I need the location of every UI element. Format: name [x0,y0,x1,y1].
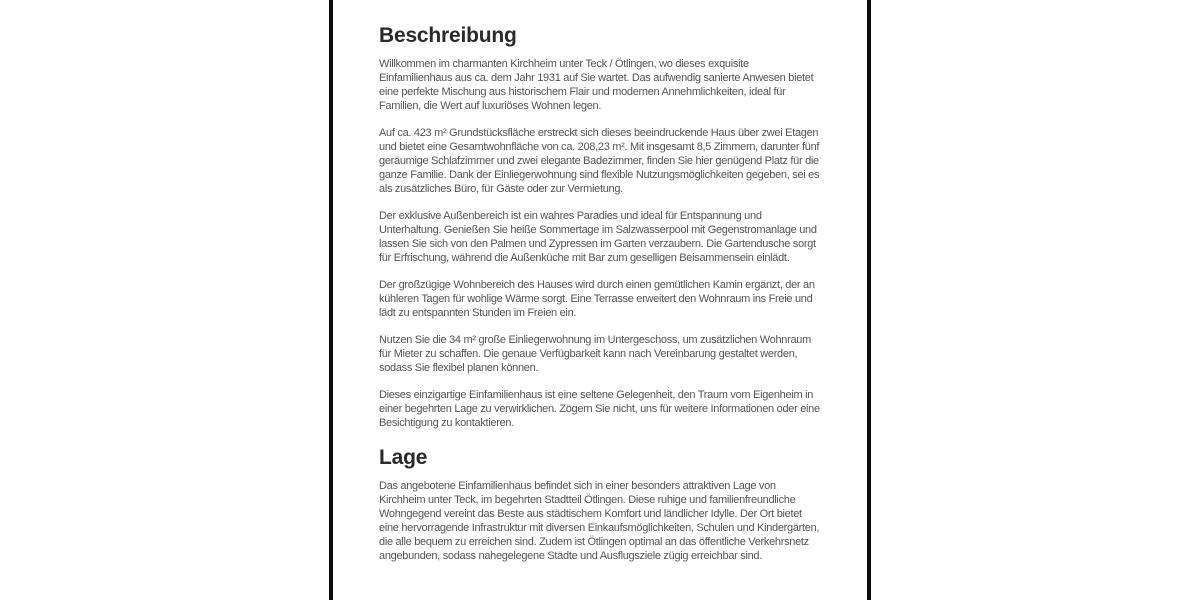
section-beschreibung [379,24,822,430]
section-heading-beschreibung: Beschreibung [379,24,517,47]
paragraph-gelegenheit: Dieses einzigartige Einfamilienhaus ist eine seltene Gelegenheit, den Traum vom Eigenheim in einer begehrten Lage zu verwirklichen. Zögern Sie nicht, uns für weitere Informationen oder eine Besichtigung zu kontaktieren. [379,389,820,430]
paragraph-aussenbereich: Der exklusive Außenbereich ist ein wahres Paradies und ideal für Entspannung und Unterhaltung. Genießen Sie heiße Sommertage im Salzwasserpool mit Gegenstromanlage und lassen Sie sich von den Palmen und Zypressen im Garten verzaubern. Die Gartendusche sorgt für Erfrischung, während die Außenküche mit Bar zum geselligen Beisammensein einlädt. [379,210,817,265]
paragraph-einliegerwohnung: Nutzen Sie die 34 m² große Einliegerwohnung im Untergeschoss, um zusätzlichen Wohnraum für Mieter zu schaffen. Die genaue Verfügbarkeit kann nach Vereinbarung gestaltet werden, sodass Sie flexibel planen können. [379,334,811,375]
paragraph-wohnbereich: Der großzügige Wohnbereich des Hauses wird durch einen gemütlichen Kamin ergänzt, der an kühleren Tagen für wohlige Wärme sorgt. Eine Terrasse erweitert den Wohnraum ins Freie und lädt zu entspannten Stunden im Freien ein. [379,279,815,320]
listing-description-panel [329,0,871,600]
paragraph-grundstueck: Auf ca. 423 m² Grundstücksfläche erstreckt sich dieses beeindruckende Haus über zwei Etagen und bietet eine Gesamtwohnfläche von ca. 208,23 m². Mit insgesamt 8,5 Zimmern, darunter fünf geräumige Schlafzimmer und zwei elegante Badezimmer, finden Sie hier genügend Platz für die ganze Familie. Dank der Einliegerwohnung sind flexible Nutzungsmöglichkeiten gegeben, sei es als zusätzliches Büro, für Gäste oder zur Vermietung. [379,127,820,196]
paragraph-intro: Willkommen im charmanten Kirchheim unter Teck / Ötlingen, wo dieses exquisite Einfamilienhaus aus ca. dem Jahr 1931 auf Sie wartet. Das aufwendig sanierte Anwesen bietet eine perfekte Mischung aus historischem Flair und modernen Annehmlichkeiten, ideal für Familien, die Wert auf luxuriöses Wohnen legen. [379,58,814,113]
section-lage [379,446,822,563]
paragraph-lage: Das angebotene Einfamilienhaus befindet sich in einer besonders attraktiven Lage von Kirchheim unter Teck, im begehrten Stadtteil Ötlingen. Diese ruhige und familienfreundliche Wohngegend vereint das Beste aus städtischem Komfort und ländlicher Idylle. Der Ort bietet eine hervorragende Infrastruktur mit diversen Einkaufsmöglichkeiten, Schulen und Kindergärten, die alle bequem zu erreichen sind. Zudem ist Ötlingen optimal an das öffentliche Verkehrsnetz angebunden, sodass nahegelegene Städte und Ausflugsziele zügig erreichbar sind. [379,480,820,563]
section-heading-lage: Lage [379,446,428,470]
